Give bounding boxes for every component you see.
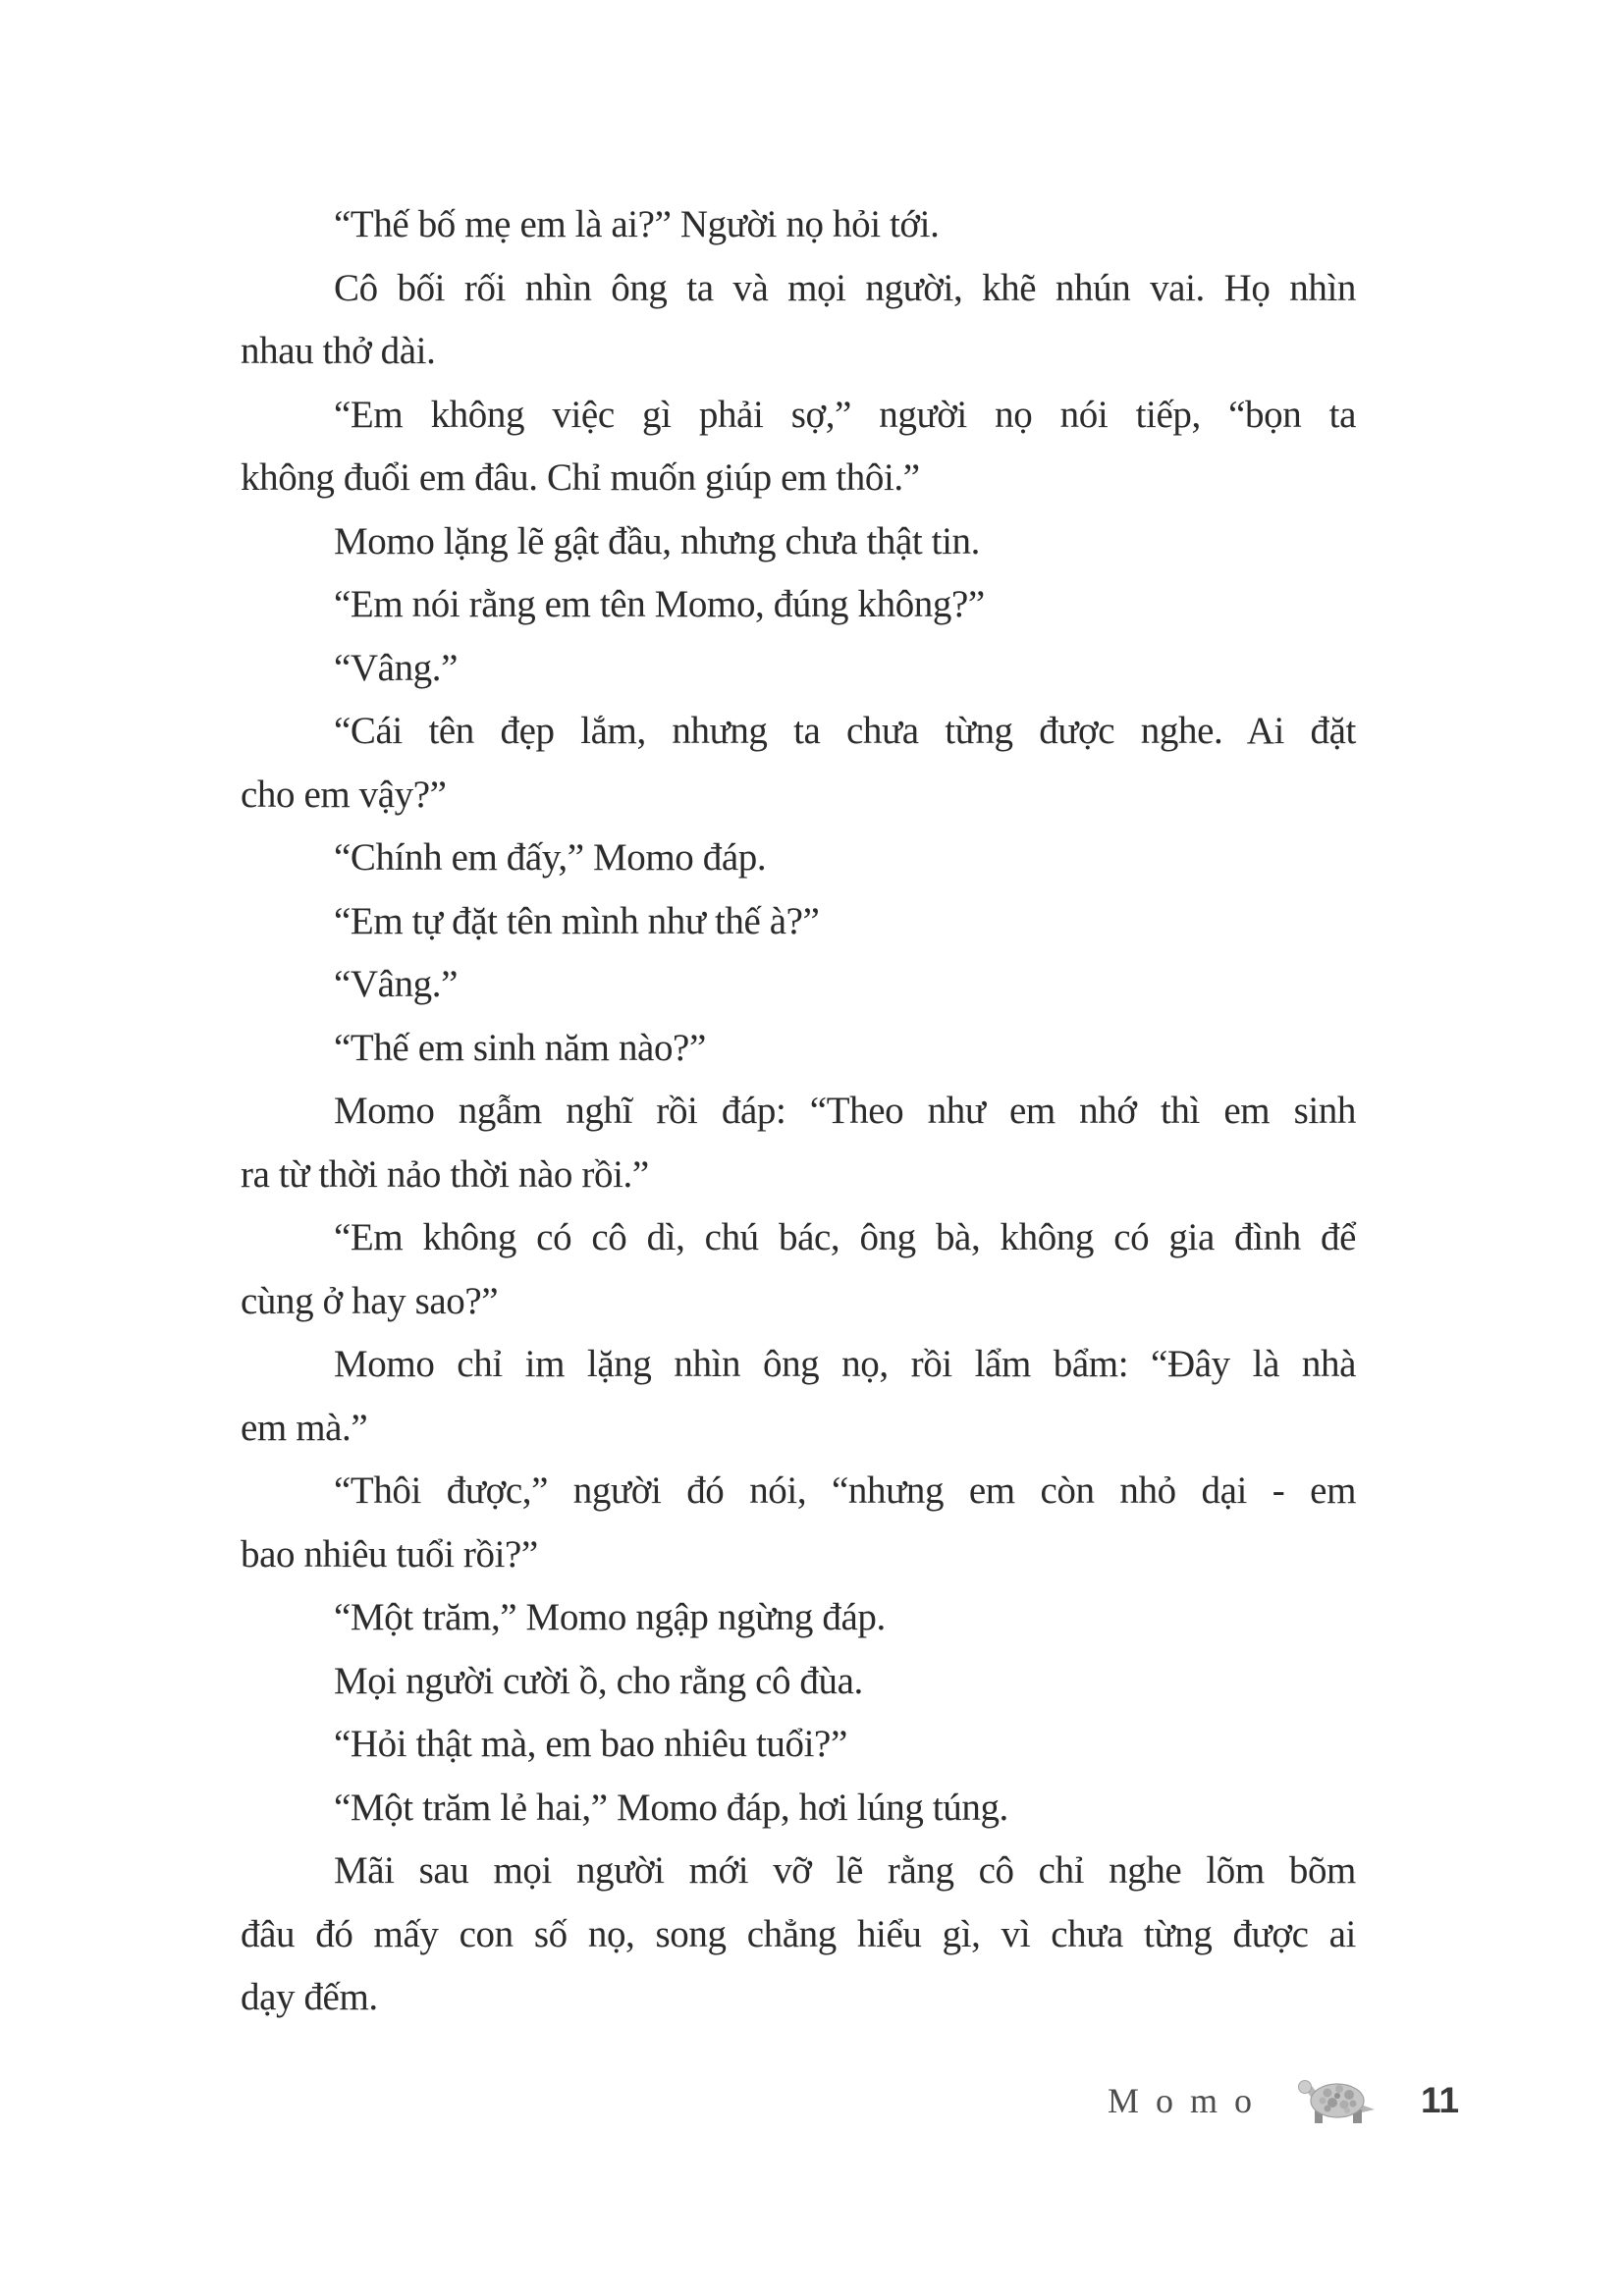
text-line: dạy đếm. [241, 1976, 378, 2018]
text-line: Momo lặng lẽ gật đầu, nhưng chưa thật tin. [334, 519, 981, 562]
text-block [241, 193, 1356, 2030]
text-line: Momo chỉ im lặng nhìn ông nọ, rồi lẩm bẩm: “Đây là nhà [334, 1343, 1356, 1385]
text-line: “Em nói rằng em tên Momo, đúng không?” [334, 583, 985, 625]
text-line: đâu đó mấy con số nọ, song chẳng hiểu gì, vì chưa từng được ai [241, 1912, 1356, 1955]
text-line: “Thôi được,” người đó nói, “nhưng em còn nhỏ dại - em [334, 1469, 1356, 1512]
text-line: cho em vậy?” [241, 773, 447, 816]
text-line: ra từ thời nảo thời nào rồi.” [241, 1152, 649, 1196]
text-line: “Thế em sinh năm nào?” [334, 1026, 706, 1069]
page-footer [0, 2073, 1624, 2132]
text-line: “Vâng.” [334, 963, 459, 1005]
running-title: Momo [1108, 2081, 1270, 2120]
text-line: “Hỏi thật mà, em bao nhiêu tuổi?” [334, 1723, 847, 1765]
text-line: nhau thở dài. [241, 330, 436, 372]
page-number: 11 [1421, 2080, 1460, 2120]
text-line: em mà.” [241, 1406, 368, 1449]
text-line: không đuổi em đâu. Chỉ muốn giúp em thôi.” [241, 456, 920, 499]
text-line: “Em không có cô dì, chú bác, ông bà, không có gia đình để [334, 1216, 1356, 1258]
text-line: Cô bối rối nhìn ông ta và mọi người, khẽ nhún vai. Họ nhìn [334, 266, 1356, 309]
text-line: “Vâng.” [334, 646, 459, 689]
text-line: cùng ở hay sao?” [241, 1279, 499, 1322]
text-line: “Thế bố mẹ em là ai?” Người nọ hỏi tới. [334, 203, 940, 245]
turtle-icon [1292, 2077, 1380, 2135]
text-line: “Một trăm lẻ hai,” Momo đáp, hơi lúng túng. [334, 1786, 1008, 1829]
text-line: bao nhiêu tuổi rồi?” [241, 1532, 538, 1575]
text-line: “Cái tên đẹp lắm, nhưng ta chưa từng được nghe. Ai đặt [334, 710, 1356, 752]
text-line: Mọi người cười ồ, cho rằng cô đùa. [334, 1659, 863, 1702]
text-line: “Chính em đấy,” Momo đáp. [334, 836, 767, 879]
text-line: Mãi sau mọi người mới vỡ lẽ rằng cô chỉ nghe lõm bõm [334, 1849, 1356, 1892]
text-line: Momo ngẫm nghĩ rồi đáp: “Theo như em nhớ thì em sinh [334, 1090, 1356, 1132]
text-line: “Một trăm,” Momo ngập ngừng đáp. [334, 1596, 886, 1638]
text-line: “Em không việc gì phải sợ,” người nọ nói tiếp, “bọn ta [334, 393, 1356, 436]
text-line: “Em tự đặt tên mình như thế à?” [334, 899, 820, 942]
